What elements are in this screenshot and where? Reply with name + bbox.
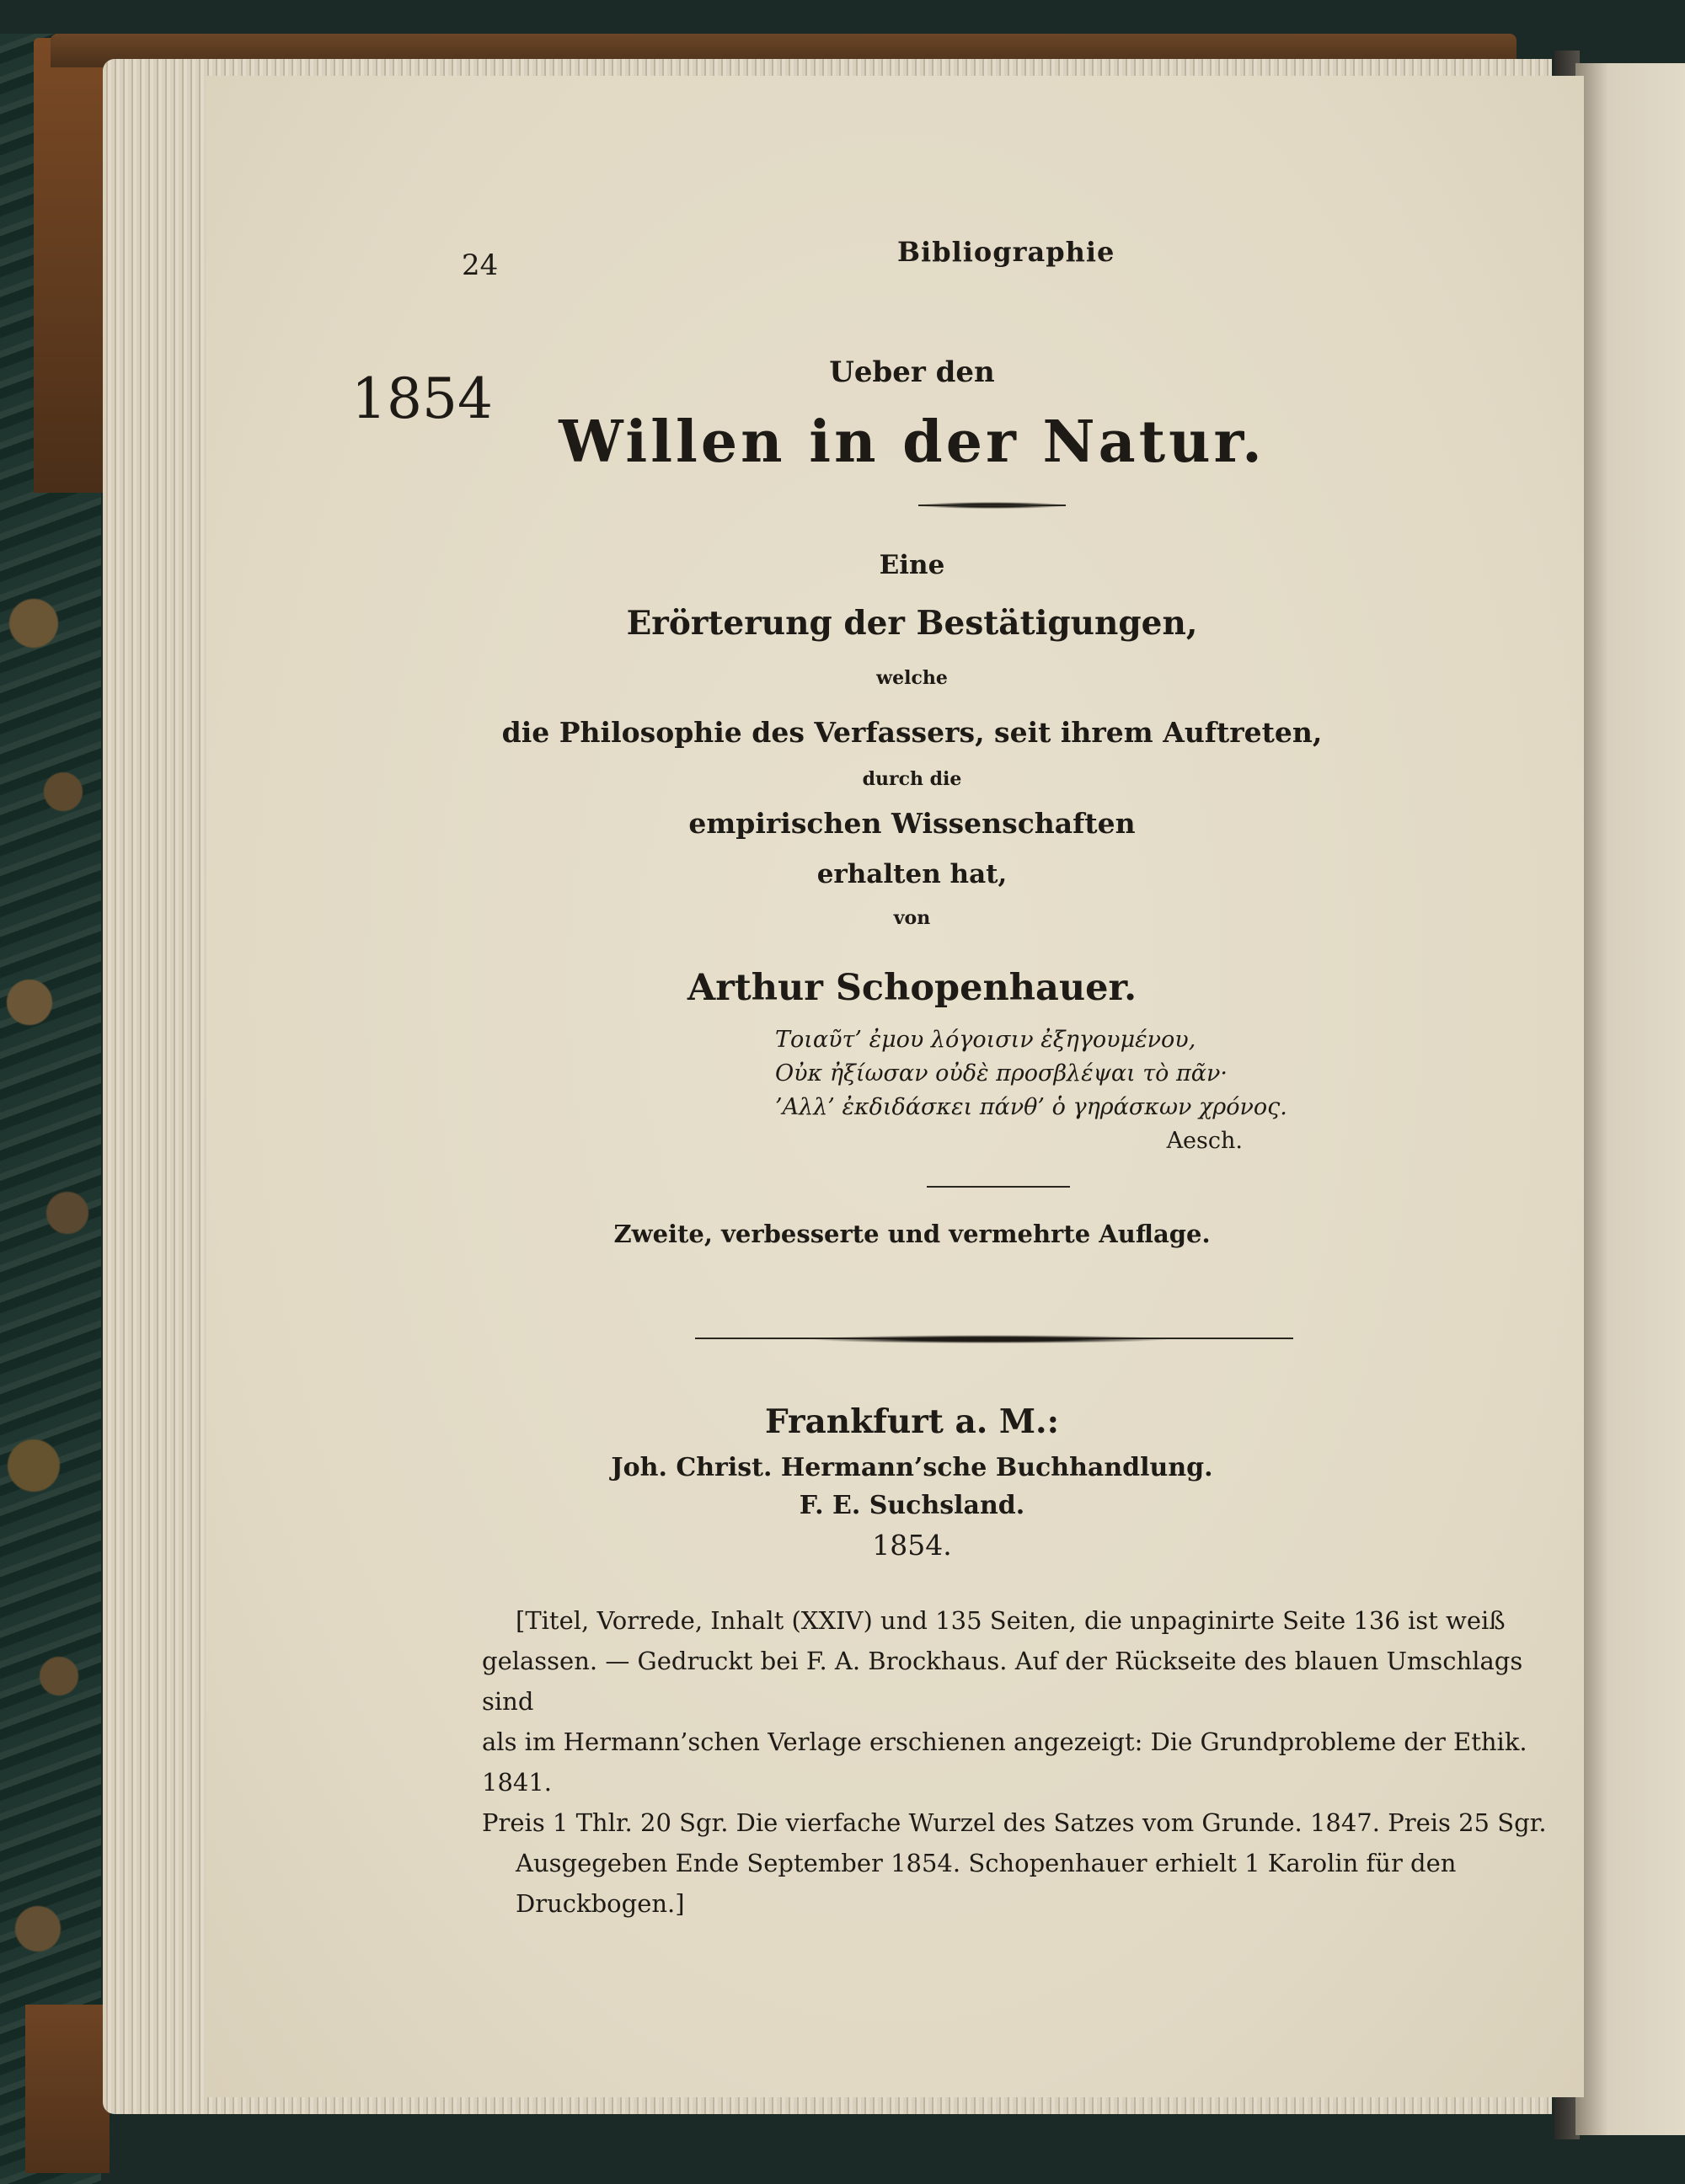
main-title: Willen in der Natur.	[559, 408, 1265, 476]
note-line: Ausgegeben Ende September 1854. Schopenhauer erhielt 1 Karolin für den Druckbogen.]	[516, 1849, 1457, 1918]
imprint-publisher: Joh. Christ. Hermann’sche Buchhandlung.	[611, 1453, 1213, 1482]
book-binding-leather-bottom	[25, 2005, 110, 2173]
note-line: Preis 1 Thlr. 20 Sgr. Die vierfache Wurzel des Satzes vom Grunde. 1847. Preis 25 Sgr.	[482, 1808, 1547, 1837]
note-line: als im Hermann’schen Verlage erschienen angezeigt: Die Grundprobleme der Ethik. 1841.	[482, 1727, 1527, 1797]
title-line-welche: welche	[876, 667, 948, 689]
epigraph-attribution: Aesch.	[1166, 1128, 1243, 1154]
note-line: gelassen. — Gedruckt bei F. A. Brockhaus. Auf der Rückseite des blauen Umschlags sind	[482, 1647, 1523, 1716]
epigraph-line: Τοιαῦτ’ ἐμου λόγοισιν ἐξηγουμένου,	[775, 1027, 1196, 1053]
title-line-eine: Eine	[879, 550, 945, 580]
author-name: Arthur Schopenhauer.	[687, 967, 1137, 1009]
pre-title: Ueber den	[829, 355, 995, 389]
long-rule-swell	[813, 1335, 1167, 1343]
book-binding-leather-top	[34, 38, 110, 493]
title-line-eroerterung: Erörterung der Bestätigungen,	[626, 604, 1198, 643]
title-line-empirischen: empirischen Wissenschaften	[688, 807, 1136, 840]
short-rule	[927, 1186, 1070, 1188]
book-page	[206, 76, 1584, 2097]
edition-line: Zweite, verbesserte und vermehrte Auflage.	[613, 1220, 1211, 1248]
note-line: [Titel, Vorrede, Inhalt (XXIV) und 135 Seiten, die unpaginirte Seite 136 ist weiß	[516, 1606, 1506, 1635]
bibliographic-note	[482, 1600, 1552, 1924]
epigraph-line: Οὐκ ἠξίωσαν οὐδὲ προσβλέψαι τὸ πᾶν·	[775, 1060, 1228, 1087]
imprint-proprietor: F. E. Suchsland.	[799, 1491, 1025, 1520]
imprint-city: Frankfurt a. M.:	[764, 1402, 1060, 1441]
running-title: Bibliographie	[897, 236, 1115, 268]
title-line-erhalten: erhalten hat,	[816, 859, 1008, 889]
title-line-philosophie: die Philosophie des Verfassers, seit ihrem Auftreten,	[501, 716, 1323, 749]
title-line-von: von	[893, 907, 931, 929]
title-line-durch: durch die	[862, 768, 962, 790]
imprint-year: 1854.	[872, 1529, 952, 1562]
epigraph-line: ’Αλλ’ ἐκδιδάσκει πάνθ’ ὁ γηράσκων χρόνος.	[775, 1094, 1287, 1120]
epigraph	[775, 1023, 1415, 1158]
year-margin-note: 1854	[351, 366, 493, 431]
page-number: 24	[462, 248, 499, 282]
ornamental-rule-top-line	[918, 505, 1066, 506]
